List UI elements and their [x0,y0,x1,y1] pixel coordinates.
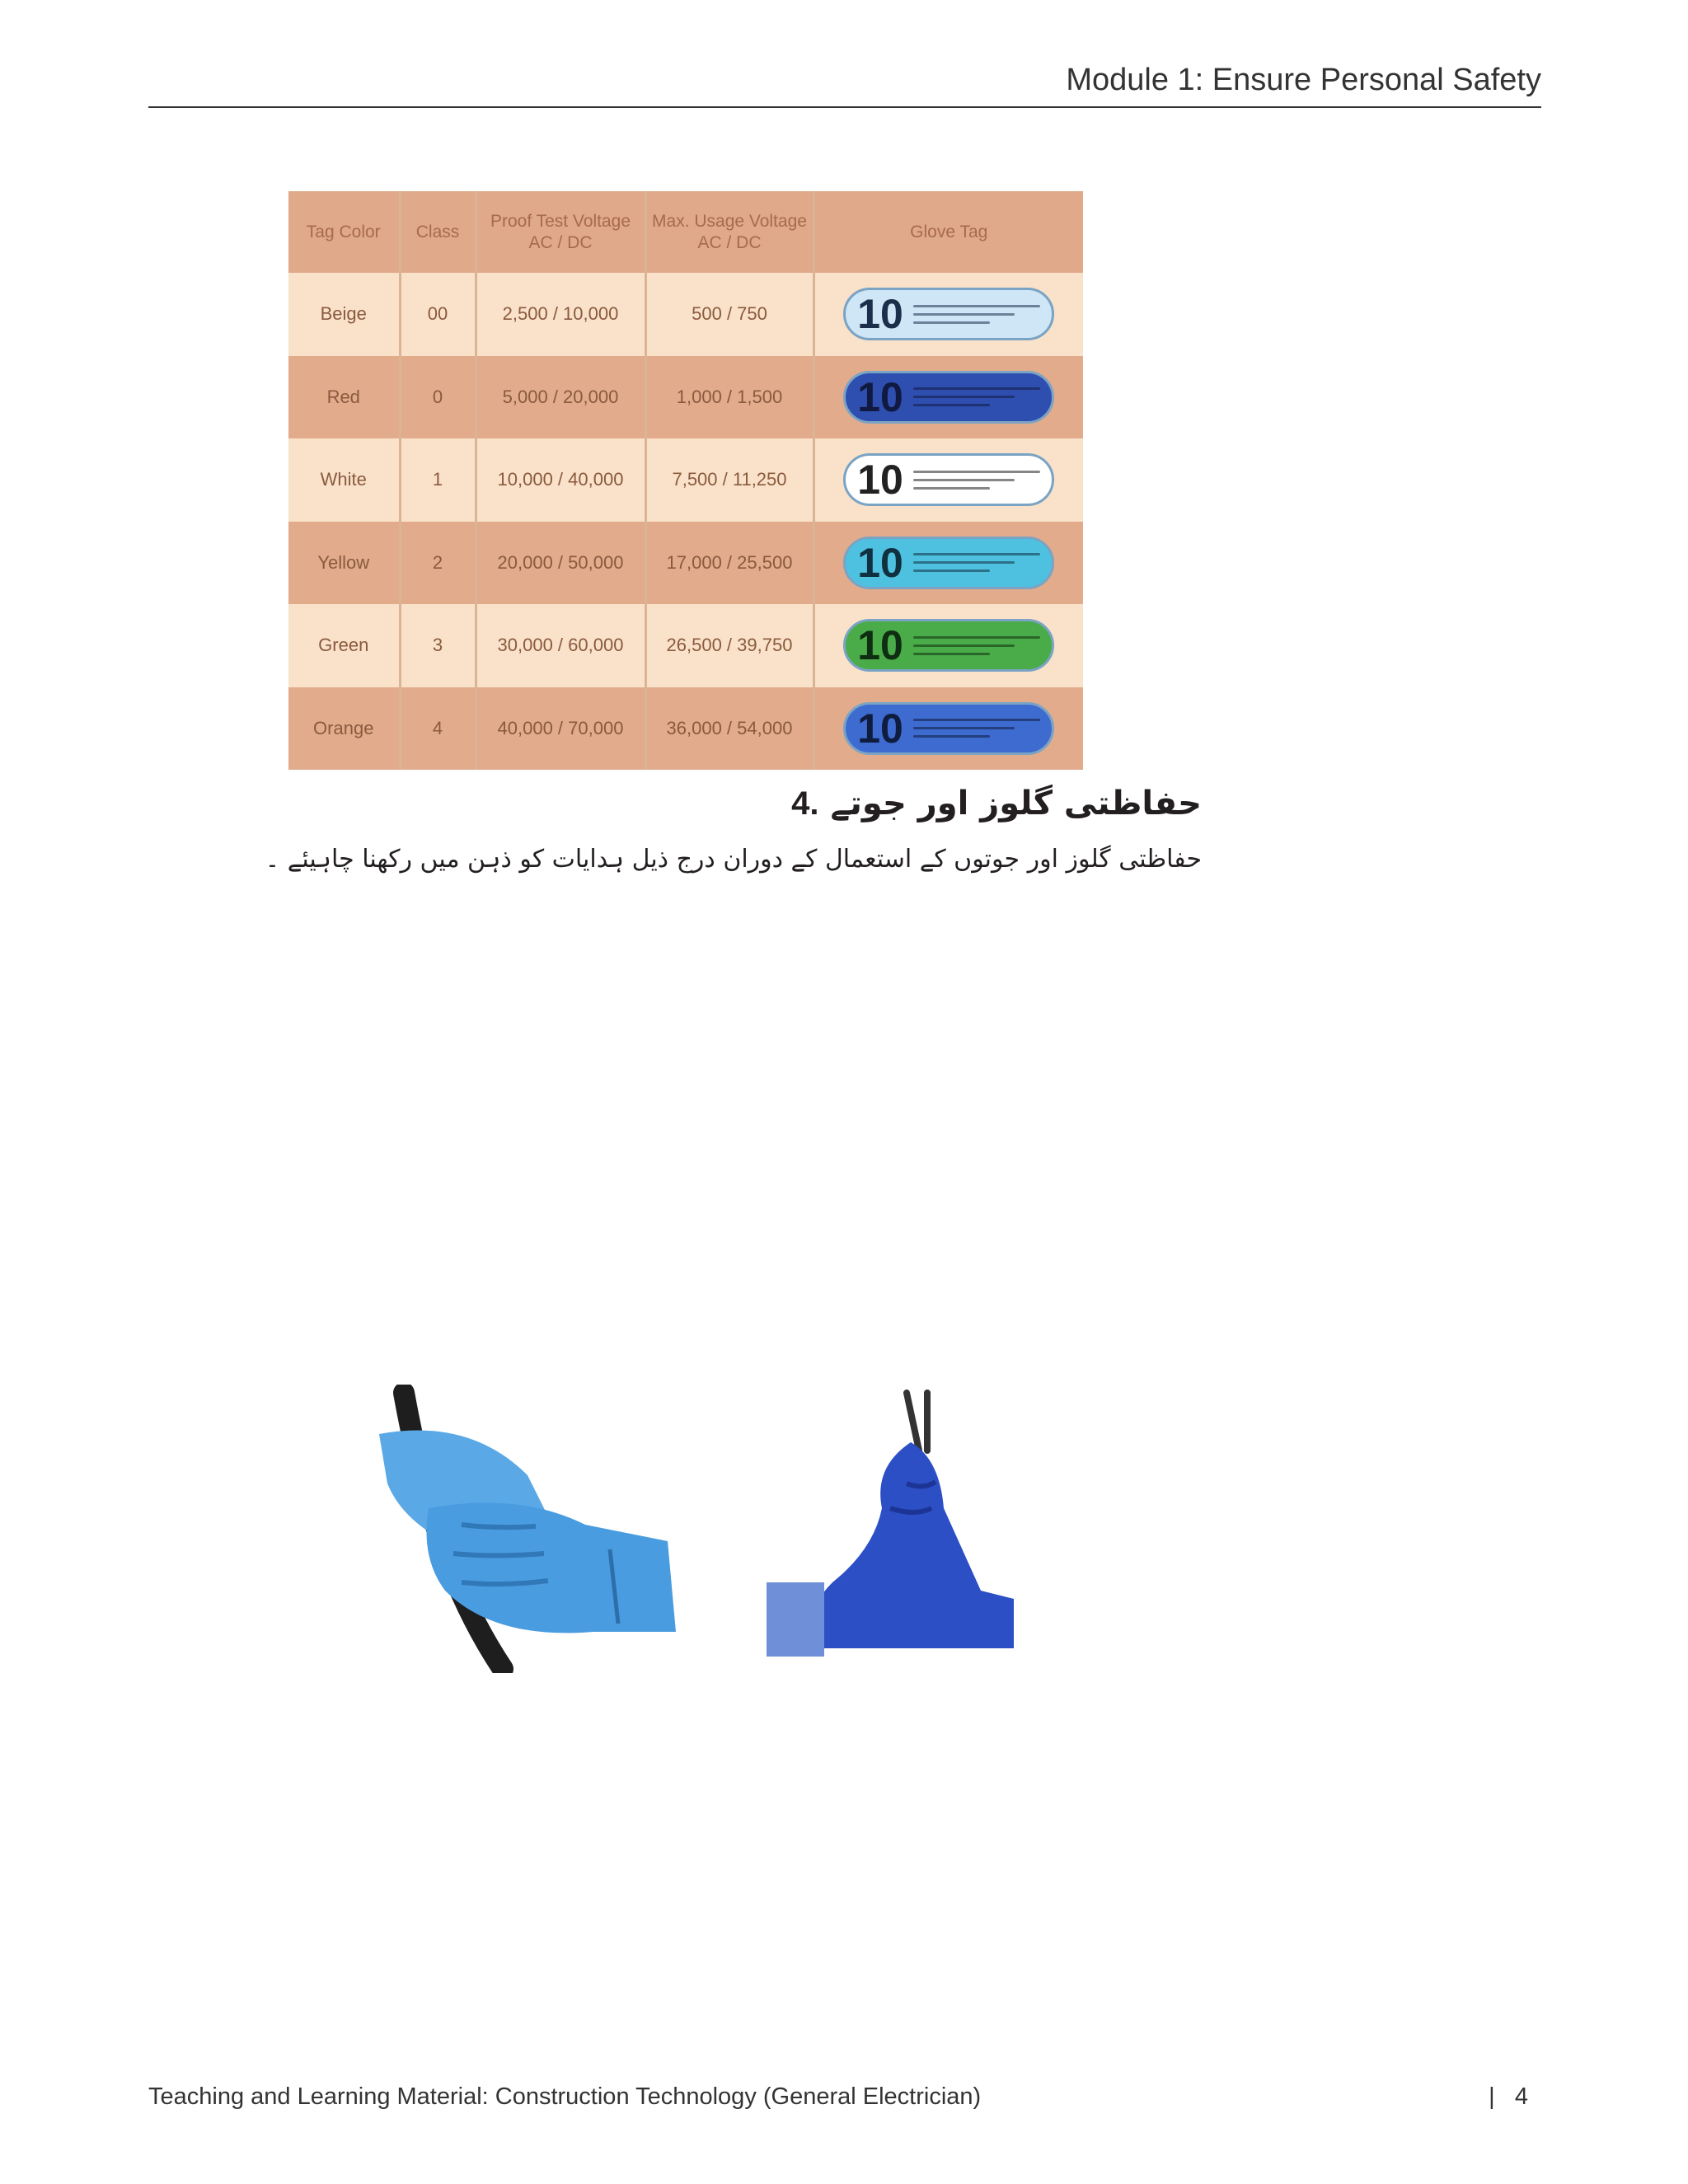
gloved-hands-cable-image [371,1385,684,1673]
glove-tag-cell [814,356,1083,439]
proof-voltage-cell: 40,000 / 70,000 [476,687,645,771]
glove-tag-fine-print [913,305,1040,324]
glove-tag-cell [814,438,1083,522]
header-tag-color: Tag Color [288,191,400,273]
header-max-voltage: Max. Usage Voltage AC / DC [645,191,814,273]
tag-color-cell: Green [288,604,400,687]
class-cell: 0 [400,356,476,439]
section-number: 4. [791,785,819,822]
table-header-row [288,191,1083,273]
max-voltage-cell: 500 / 750 [645,273,814,356]
max-voltage-cell: 17,000 / 25,500 [645,522,814,605]
max-voltage-cell: 1,000 / 1,500 [645,356,814,439]
proof-voltage-cell: 10,000 / 40,000 [476,438,645,522]
max-voltage-cell: 36,000 / 54,000 [645,687,814,771]
class-cell: 4 [400,687,476,771]
tag-color-cell: Orange [288,687,400,771]
glove-tag-number: 10 [857,622,903,669]
header-glove-tag: Glove Tag [814,191,1083,273]
page-header-title: Module 1: Ensure Personal Safety [1066,63,1541,97]
glove-tag-label [843,537,1054,589]
header-proof-voltage: Proof Test Voltage AC / DC [476,191,645,273]
glove-tag-label [843,371,1054,424]
glove-tag-cell [814,604,1083,687]
gloved-hand-cutter-image [767,1385,1014,1657]
glove-tag-fine-print [913,471,1040,490]
class-cell: 00 [400,273,476,356]
proof-voltage-cell: 2,500 / 10,000 [476,273,645,356]
class-cell: 1 [400,438,476,522]
table-row [288,522,1083,605]
glove-tag-number: 10 [857,539,903,586]
glove-tag-fine-print [913,636,1040,655]
glove-tag-number: 10 [857,373,903,420]
glove-tag-label [843,619,1054,672]
table-row [288,687,1083,771]
tag-color-cell: Yellow [288,522,400,605]
section-intro: حفاظتی گلوز اور جوتوں کے استعمال کے دوران درج ذیل ہدایات کو ذہن میں رکھنا چاہیئے ۔ [265,845,1202,874]
glove-tag-fine-print [913,719,1040,738]
glove-tag-label [843,288,1054,340]
header-class: Class [400,191,476,273]
header-rule [148,106,1541,108]
glove-tag-label [843,702,1054,755]
max-voltage-cell: 26,500 / 39,750 [645,604,814,687]
proof-voltage-cell: 30,000 / 60,000 [476,604,645,687]
table-row [288,438,1083,522]
proof-voltage-cell: 20,000 / 50,000 [476,522,645,605]
table-row [288,273,1083,356]
glove-tag-cell [814,687,1083,771]
glove-tag-cell [814,522,1083,605]
class-cell: 3 [400,604,476,687]
footer-text: Teaching and Learning Material: Construction Technology (General Electrician) [148,2083,982,2110]
section-title: حفاظتی گلوز اور جوتے [830,785,1202,823]
glove-tag-number: 10 [857,457,903,504]
glove-tag-fine-print [913,387,1040,406]
table-row [288,356,1083,439]
table-row [288,604,1083,687]
section-heading [791,785,1202,823]
tag-color-cell: Red [288,356,400,439]
glove-tag-cell [814,273,1083,356]
page-number: | 4 [1489,2083,1528,2110]
glove-tag-label [843,453,1054,506]
tag-color-cell: White [288,438,400,522]
tag-color-cell: Beige [288,273,400,356]
class-cell: 2 [400,522,476,605]
proof-voltage-cell: 5,000 / 20,000 [476,356,645,439]
glove-tag-number: 10 [857,705,903,752]
glove-tag-fine-print [913,553,1040,572]
glove-tag-number: 10 [857,291,903,338]
max-voltage-cell: 7,500 / 11,250 [645,438,814,522]
glove-class-table [288,191,1083,770]
